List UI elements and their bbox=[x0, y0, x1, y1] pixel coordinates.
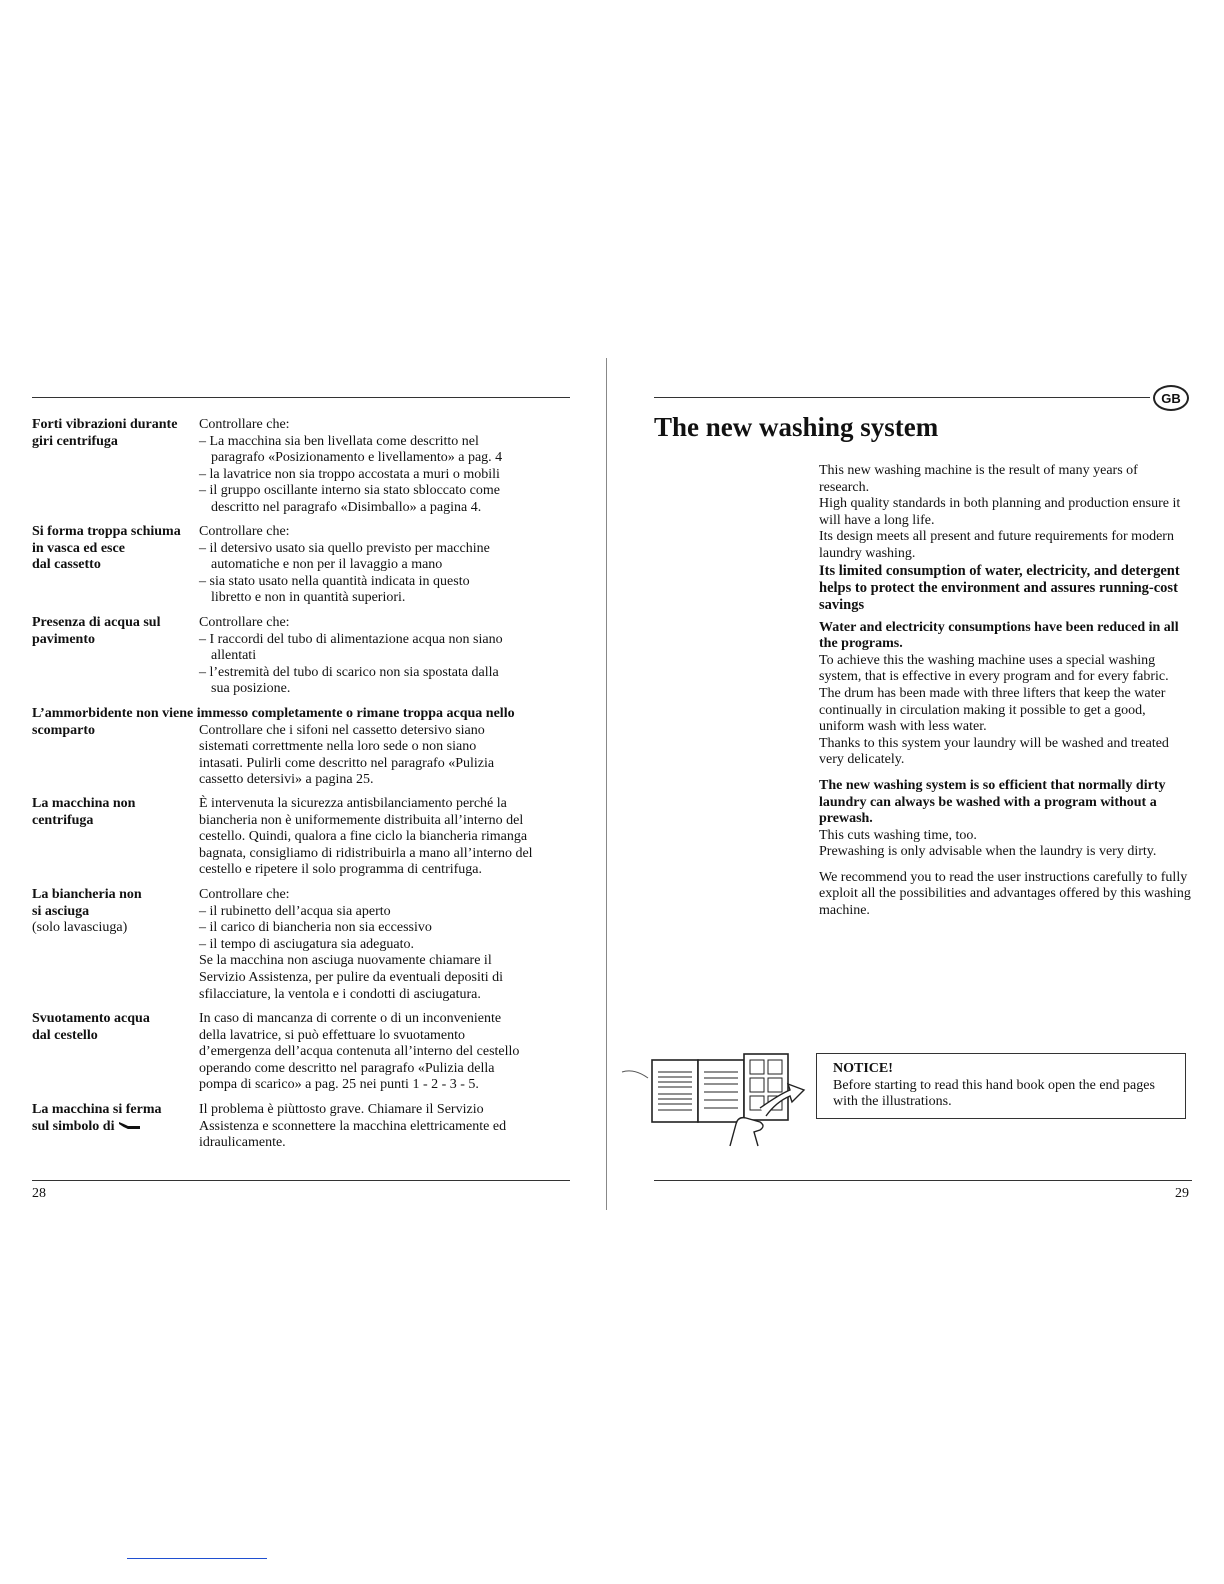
solution-line: operando come descritto nel paragrafo «Pulizia della bbox=[199, 1060, 495, 1076]
problem-label-text: La macchina non centrifuga bbox=[32, 796, 136, 828]
solution-line: In caso di mancanza di corrente o di un inconveniente bbox=[199, 1011, 502, 1026]
language-badge-gb: GB bbox=[1153, 385, 1189, 411]
solution-line: Assistenza e sconnettere la macchina elettricamente ed bbox=[199, 1118, 507, 1134]
problem-label bbox=[32, 417, 197, 450]
solution-line: – il rubinetto dell’acqua sia aperto bbox=[199, 903, 391, 919]
problem-label bbox=[32, 524, 197, 574]
solution-line: della lavatrice, si può effettuare lo svuotamento bbox=[199, 1027, 466, 1043]
solution-text bbox=[199, 1011, 574, 1094]
page-number-left: 28 bbox=[32, 1186, 46, 1201]
solution-line: Controllare che i sifoni nel cassetto detersivo siano bbox=[199, 722, 485, 738]
solution-text bbox=[199, 1102, 574, 1152]
solution-line: – il carico di biancheria non sia eccessivo bbox=[199, 920, 432, 936]
solution-line: – sia stato usato nella quantità indicata in questo bbox=[199, 573, 470, 589]
solution-line: allentati bbox=[211, 648, 257, 664]
solution-line: Controllare che: bbox=[199, 887, 290, 902]
paragraph-emphasis: The new washing system is so efficient that normally dirty laundry can always be washed with a program without a prewash. bbox=[819, 777, 1166, 827]
paragraph: This cuts washing time, too. bbox=[819, 827, 977, 843]
solution-line: – l’estremità del tubo di scarico non sia spostata dalla bbox=[199, 664, 499, 680]
solution-line: – il tempo di asciugatura sia adeguato. bbox=[199, 936, 414, 952]
notice-text: Before starting to read this hand book open the end pages with the illustrations. bbox=[833, 1077, 1155, 1110]
solution-line: cestello. Quindi, qualora a fine ciclo la biancheria rimanga bbox=[199, 829, 528, 845]
paragraph: The drum has been made with three lifters that keep the water continually in circulation making it possible to get a good, uniform wash with less water. bbox=[819, 685, 1166, 735]
section-heading: L’ammorbidente non viene immesso completamente o rimane troppa acqua nello bbox=[32, 706, 515, 721]
open-booklet-hand-icon bbox=[620, 1050, 810, 1150]
paragraph: High quality standards in both planning and production ensure it will have a long life. bbox=[819, 496, 1181, 528]
problem-label bbox=[32, 1011, 197, 1044]
page-number-right: 29 bbox=[1175, 1186, 1189, 1201]
solution-line: cestello e ripetere il solo programma di centrifuga. bbox=[199, 862, 483, 878]
solution-line: Controllare che: bbox=[199, 524, 290, 539]
solution-line: intasati. Pulirli come descritto nel paragrafo «Pulizia bbox=[199, 755, 495, 771]
problem-label-text: La macchina si ferma sul simbolo di bbox=[32, 1102, 162, 1134]
solution-line: biancheria non è uniformemente distribuita all’interno del bbox=[199, 812, 524, 828]
problem-label-text: Si forma troppa schiuma in vasca ed esce dal cassetto bbox=[32, 524, 181, 573]
paragraph-emphasis: Its limited consumption of water, electricity, and detergent helps to protect the environment and assures running-cost savings bbox=[819, 562, 1180, 613]
problem-label bbox=[32, 796, 197, 829]
solution-line: – il gruppo oscillante interno sia stato sbloccato come bbox=[199, 483, 500, 499]
solution-text bbox=[199, 887, 574, 1003]
solution-line: idraulicamente. bbox=[199, 1135, 286, 1151]
solution-line: Controllare che: bbox=[199, 615, 290, 630]
problem-label bbox=[32, 887, 197, 937]
paragraph: Thanks to this system your laundry will be washed and treated very delicately. bbox=[819, 735, 1169, 768]
solution-line: – il detersivo usato sia quello previsto per macchine bbox=[199, 540, 490, 556]
problem-label-text: Forti vibrazioni durante giri centrifuga bbox=[32, 417, 178, 449]
solution-line: Controllare che: bbox=[199, 417, 290, 432]
solution-line: – la lavatrice non sia troppo accostata a muri o mobili bbox=[199, 466, 500, 482]
solution-line: – La macchina sia ben livellata come descritto nel bbox=[199, 433, 479, 449]
paragraph: To achieve this the washing machine uses a special washing system, that is effective in every program and for every fabric. bbox=[819, 652, 1169, 685]
spin-symbol-icon bbox=[118, 1120, 142, 1130]
solution-line: automatiche e non per il lavaggio a mano bbox=[211, 557, 443, 573]
solution-line: – I raccordi del tubo di alimentazione acqua non siano bbox=[199, 631, 503, 647]
right-bottom-rule bbox=[654, 1180, 1192, 1181]
solution-line: Servizio Assistenza, per pulire da eventuali depositi di bbox=[199, 969, 504, 985]
problem-label-text: Presenza di acqua sul pavimento bbox=[32, 615, 161, 647]
problem-note: (solo lavasciuga) bbox=[32, 920, 128, 936]
notice-box bbox=[816, 1053, 1186, 1119]
solution-line: sistemati correttmente nella loro sede o non siano bbox=[199, 739, 477, 755]
right-top-rule bbox=[654, 397, 1150, 398]
solution-line: paragrafo «Posizionamento e livellamento» a pag. 4 bbox=[211, 450, 503, 466]
left-bottom-rule bbox=[32, 1180, 570, 1181]
solution-line: bagnata, consigliamo di ridistribuirla a mano all’interno del bbox=[199, 845, 533, 861]
solution-line: Il problema è piùttosto grave. Chiamare il Servizio bbox=[199, 1102, 484, 1117]
problem-label-text: La biancheria non si asciuga bbox=[32, 887, 142, 919]
solution-line: cassetto detersivi» a pagina 25. bbox=[199, 772, 374, 788]
solution-text bbox=[199, 524, 574, 607]
problem-label-text: Svuotamento acqua dal cestello bbox=[32, 1011, 150, 1043]
solution-line: Se la macchina non asciuga nuovamente chiamare il bbox=[199, 953, 492, 969]
problem-label bbox=[32, 1102, 197, 1135]
left-top-rule bbox=[32, 397, 570, 398]
page-title: The new washing system bbox=[654, 412, 939, 442]
solution-text bbox=[199, 417, 574, 517]
solution-line: descritto nel paragrafo «Disimballo» a pagina 4. bbox=[211, 499, 482, 515]
solution-line: libretto e non in quantità superiori. bbox=[211, 590, 406, 606]
solution-line: d’emergenza dell’acqua contenuta all’interno del cestello bbox=[199, 1044, 520, 1060]
solution-line: pompa di scarico» a pag. 25 nei punti 1 - 2 - 3 - 5. bbox=[199, 1077, 479, 1093]
intro-text bbox=[819, 463, 1191, 920]
paragraph-emphasis: Water and electricity consumptions have been reduced in all the programs. bbox=[819, 619, 1179, 652]
problem-label bbox=[32, 615, 197, 648]
solution-text bbox=[199, 723, 574, 789]
paragraph: Its design meets all present and future requirements for modern laundry washing. bbox=[819, 529, 1174, 561]
solution-line: sua posizione. bbox=[211, 681, 291, 697]
solution-text bbox=[199, 615, 574, 698]
solution-line: sfilacciature, la ventola e i condotti di asciugatura. bbox=[199, 986, 481, 1002]
page-spine-divider bbox=[606, 358, 607, 1210]
solution-line: È intervenuta la sicurezza antisbilanciamento perché la bbox=[199, 796, 507, 811]
paragraph: Prewashing is only advisable when the laundry is very dirty. bbox=[819, 844, 1157, 860]
problem-label bbox=[32, 723, 197, 740]
solution-text bbox=[199, 796, 574, 879]
problem-label-text: scomparto bbox=[32, 722, 95, 738]
paragraph: We recommend you to read the user instructions carefully to fully exploit all the possibilities and advantages offered by this washing machine. bbox=[819, 869, 1191, 919]
paragraph: This new washing machine is the result of many years of research. bbox=[819, 463, 1138, 495]
notice-title: NOTICE! bbox=[833, 1061, 893, 1076]
scan-artifact-line bbox=[127, 1558, 267, 1559]
